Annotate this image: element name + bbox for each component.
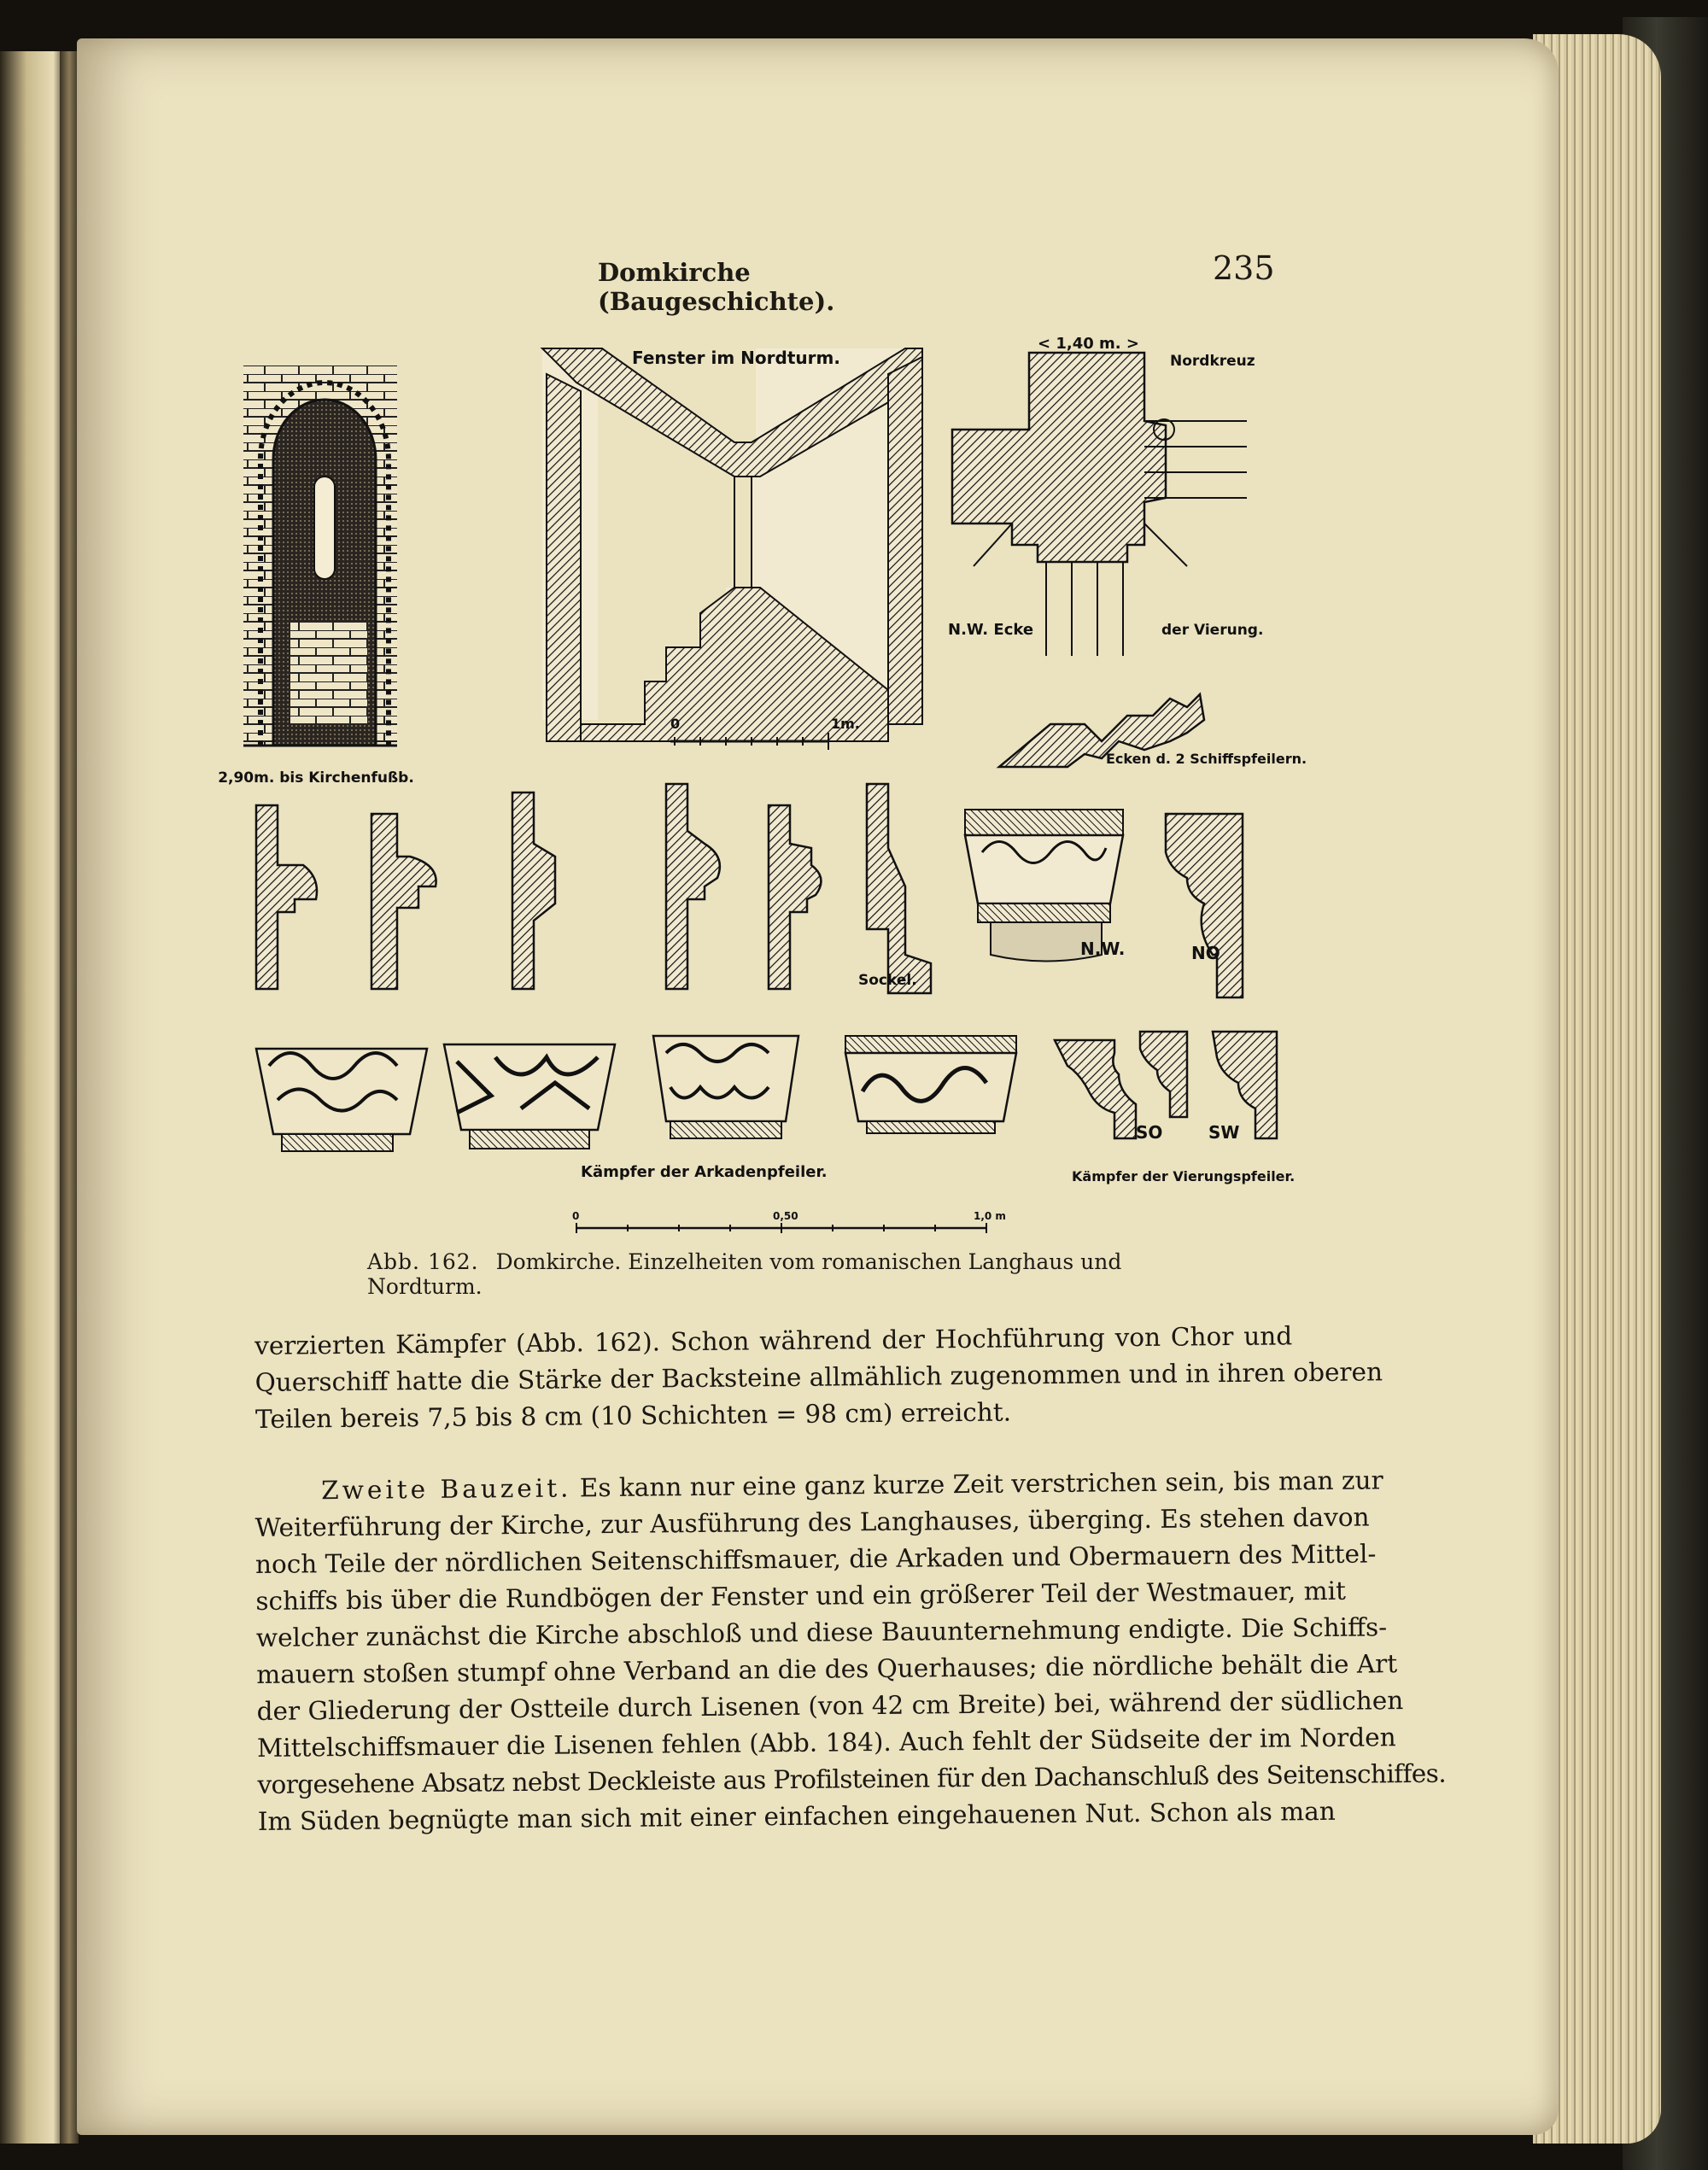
label-scale2-0: 0	[572, 1210, 580, 1222]
paragraph-2-line: vorgesehene Absatz nebst Deckleiste aus Profilsteinen für den Dachanschluß des Seitenschiffes.	[257, 1758, 1447, 1799]
label-scale2-050: 0,50	[773, 1210, 798, 1222]
arcade-capital-3	[653, 1036, 798, 1138]
label-sw: SW	[1208, 1122, 1240, 1143]
label-kaempfer-vierung: Kämpfer der Vierungspfeiler.	[1072, 1168, 1296, 1184]
paragraph-2-line: welcher zunächst die Kirche abschloß und diese Bauunternehmung endigte. Die Schiffs-	[255, 1612, 1388, 1652]
label-nw: N.W.	[1080, 939, 1126, 959]
label-sockel: Sockel.	[858, 972, 917, 989]
arcade-capital-2	[444, 1044, 615, 1149]
paragraph-2-line: Im Süden begnügte man sich mit einer einfachen eingehauenen Nut. Schon als man	[257, 1796, 1336, 1836]
page-number: 235	[1213, 249, 1275, 287]
arcade-capital-4	[845, 1036, 1016, 1133]
figure-162	[218, 335, 1307, 1254]
label-scale-0: 0	[670, 716, 681, 732]
left-page-edge	[0, 51, 67, 2144]
figure-caption	[367, 1249, 1221, 1299]
label-nw-ecke: N.W. Ecke	[948, 621, 1034, 639]
label-nordkreuz: Nordkreuz	[1170, 353, 1255, 370]
label-scale-1m: 1m.	[831, 716, 860, 732]
paragraph-2-line: Weiterführung der Kirche, zur Ausführung des Langhauses, überging. Es stehen davon	[254, 1502, 1370, 1542]
paragraph-2	[254, 1463, 1447, 1840]
section-heading-zweite-bauzeit: Zweite Bauzeit.	[321, 1473, 572, 1506]
paragraph-1-line: verzierten Kämpfer (Abb. 162). Schon während der Hochführung von Chor und	[254, 1321, 1293, 1360]
profile-no-drawing	[1166, 814, 1243, 997]
label-scale2-1m: 1,0 m	[974, 1210, 1006, 1222]
crossing-pier-plan	[952, 353, 1247, 656]
paragraph-1-line: Teilen bereis 7,5 bis 8 cm (10 Schichten = 98 cm) erreicht.	[254, 1397, 1012, 1434]
paragraph-2-line: schiffs bis über die Rundbögen der Fenster und ein größerer Teil der Westmauer, mit	[255, 1576, 1347, 1616]
paragraph-1-line: Querschiff hatte die Stärke der Backsteine allmählich zugenommen und in ihren oberen	[254, 1357, 1383, 1397]
paragraph-2-line: der Gliederung der Ostteile durch Lisenen (von 42 cm Breite) bei, während der südlichen	[256, 1686, 1404, 1726]
arcade-capitals-row	[256, 1036, 1016, 1151]
paragraph-1	[254, 1318, 1383, 1438]
running-title: Domkirche (Baugeschichte).	[598, 258, 835, 316]
label-kaempfer-arkaden: Kämpfer der Arkadenpfeiler.	[581, 1163, 828, 1181]
paragraph-2-line: Es kann nur eine ganz kurze Zeit verstrichen sein, bis man zur	[579, 1465, 1383, 1503]
tower-window-section	[542, 348, 922, 750]
arcade-capital-1	[256, 1049, 427, 1151]
book-gutter	[60, 51, 79, 2144]
scale-bar	[576, 1223, 986, 1233]
arched-window-drawing	[243, 366, 397, 746]
caption-figure-number: Abb. 162.	[367, 1249, 479, 1274]
label-fenster: Fenster im Nordturm.	[632, 348, 840, 368]
paragraph-2-line: noch Teile der nördlichen Seitenschiffsmauer, die Arkaden und Obermauern des Mittel-	[254, 1539, 1377, 1579]
label-so: SO	[1136, 1122, 1163, 1143]
paragraph-2-line: Mittelschiffsmauer die Lisenen fehlen (Abb. 184). Auch fehlt der Südseite der im Norden	[256, 1723, 1396, 1763]
label-der-vierung: der Vierung.	[1161, 622, 1264, 639]
label-dim-140: < 1,40 m. >	[1038, 335, 1139, 353]
label-no: NO	[1191, 943, 1220, 963]
moulding-profiles-row	[256, 784, 931, 993]
caption-text: Domkirche. Einzelheiten vom romanischen Langhaus und Nordturm.	[367, 1249, 1122, 1299]
paragraph-2-line: mauern stoßen stumpf ohne Verband an die des Querhauses; die nördliche behält die Art	[256, 1649, 1398, 1689]
vierung-profiles	[1055, 1032, 1277, 1138]
label-window-note: 2,90m. bis Kirchenfußb.	[218, 769, 414, 787]
label-ecken: Ecken d. 2 Schiffspfeilern.	[1106, 751, 1307, 767]
